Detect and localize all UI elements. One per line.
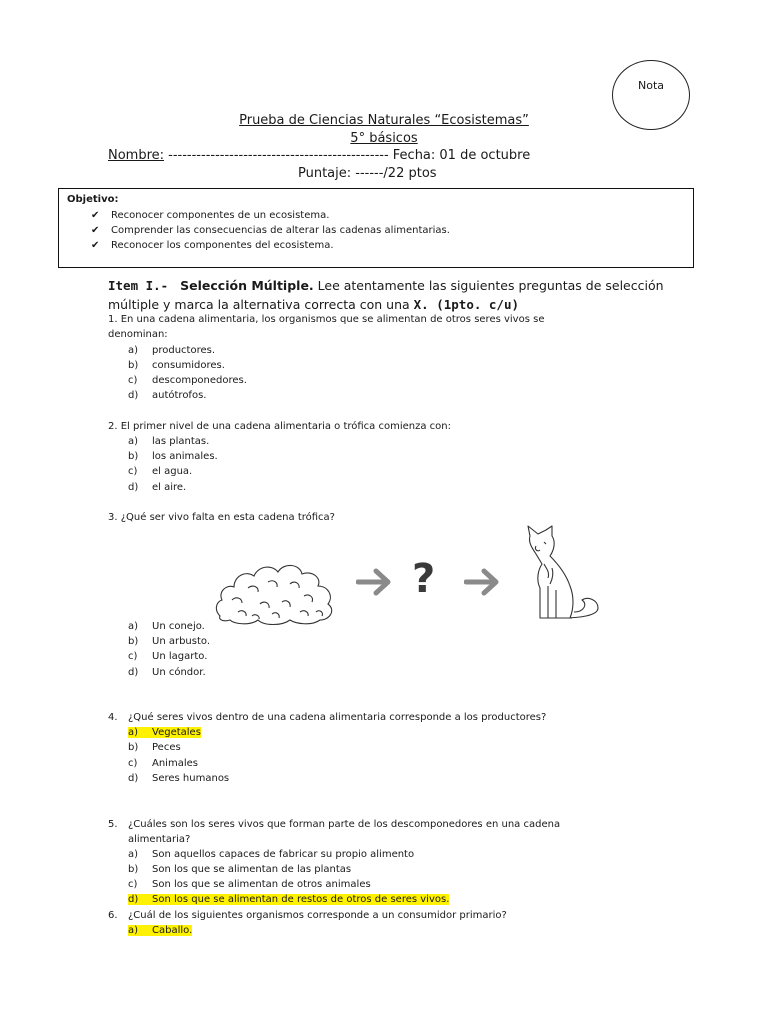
question-mark: ? — [412, 556, 436, 602]
item-points: (1pto. c/u) — [428, 297, 520, 312]
option[interactable]: c) Un lagarto. — [128, 651, 208, 662]
checkmark-icon: ✔ — [91, 210, 100, 221]
page-title: Prueba de Ciencias Naturales “Ecosistemas” — [239, 113, 529, 128]
item-mark: X. — [413, 297, 429, 312]
objective-item: ✔ Comprender las consecuencias de alterar las cadenas alimentarias. — [91, 225, 450, 236]
option[interactable]: a) las plantas. — [128, 436, 210, 447]
option[interactable]: b) Un arbusto. — [128, 636, 211, 647]
option[interactable]: d) Seres humanos — [128, 773, 230, 784]
option[interactable]: d) autótrofos. — [128, 390, 207, 401]
option[interactable]: c) el agua. — [128, 466, 193, 477]
option[interactable]: c) descomponedores. — [128, 375, 247, 386]
question-2-text: 2. El primer nivel de una cadena alimentaria o trófica comienza con: — [108, 421, 451, 432]
option[interactable]: a) Son aquellos capaces de fabricar su propio alimento — [128, 849, 415, 860]
question-1-text-cont: denominan: — [108, 329, 168, 340]
question-5-text-cont: alimentaria? — [128, 834, 191, 845]
objective-item: ✔ Reconocer componentes de un ecosistema. — [91, 210, 330, 221]
option[interactable]: b) Peces — [128, 742, 181, 753]
checkmark-icon: ✔ — [91, 225, 100, 236]
nombre-label: Nombre: — [108, 148, 165, 163]
arrow-right-icon — [356, 566, 396, 598]
question-3-text: 3. ¿Qué ser vivo falta en esta cadena trófica? — [108, 512, 335, 523]
objective-item: ✔ Reconocer los componentes del ecosistema. — [91, 240, 334, 251]
question-1-text: 1. En una cadena alimentaria, los organismos que se alimentan de otros seres vivos se — [108, 314, 545, 325]
nota-label: Nota — [637, 79, 664, 92]
fecha-text: Fecha: 01 de octubre — [392, 148, 531, 163]
item-heading: Selección Múltiple. — [180, 278, 314, 293]
question-4-number: 4. — [108, 712, 118, 723]
nombre-field[interactable]: ----------------------------------------------- — [164, 148, 393, 163]
objectives-title: Objetivo: — [67, 194, 119, 205]
question-6-number: 6. — [108, 910, 118, 921]
option[interactable]: a) productores. — [128, 345, 216, 356]
grade-level: 5° básicos — [350, 131, 418, 146]
question-6-text: ¿Cuál de los siguientes organismos corresponde a un consumidor primario? — [128, 910, 507, 921]
bush-illustration — [212, 554, 338, 626]
question-5-number: 5. — [108, 819, 118, 830]
option[interactable]: a) Un conejo. — [128, 621, 205, 632]
checkmark-icon: ✔ — [91, 240, 100, 251]
objectives-box — [58, 188, 694, 268]
question-5-text: ¿Cuáles son los seres vivos que forman parte de los descomponedores en una cadena — [128, 819, 561, 830]
item-label: Item I.- — [108, 278, 169, 293]
name-date-line — [108, 148, 530, 163]
option[interactable]: b) consumidores. — [128, 360, 225, 371]
option[interactable]: b) Son los que se alimentan de las plantas — [128, 864, 352, 875]
section-instructions: Item I.- Selección Múltiple. Lee atentamente las siguientes preguntas de selección múltiple y marca la alternativa correcta con una X. (1pto. c/u) — [108, 278, 664, 312]
option[interactable]: b) los animales. — [128, 451, 218, 462]
option-highlighted[interactable]: d) Son los que se alimentan de restos de otros de seres vivos. — [128, 894, 450, 905]
option[interactable]: c) Animales — [128, 758, 198, 769]
option[interactable]: c) Son los que se alimentan de otros animales — [128, 879, 371, 890]
option-highlighted[interactable]: a) Caballo. — [128, 925, 193, 936]
arrow-right-icon — [464, 566, 504, 598]
option-highlighted[interactable]: a) Vegetales — [128, 727, 201, 738]
score-line: Puntaje: ------/22 ptos — [298, 166, 437, 181]
option[interactable]: d) el aire. — [128, 482, 187, 493]
fox-illustration — [522, 524, 602, 620]
option[interactable]: d) Un cóndor. — [128, 667, 206, 678]
question-4-text: ¿Qué seres vivos dentro de una cadena alimentaria corresponde a los productores? — [128, 712, 547, 723]
